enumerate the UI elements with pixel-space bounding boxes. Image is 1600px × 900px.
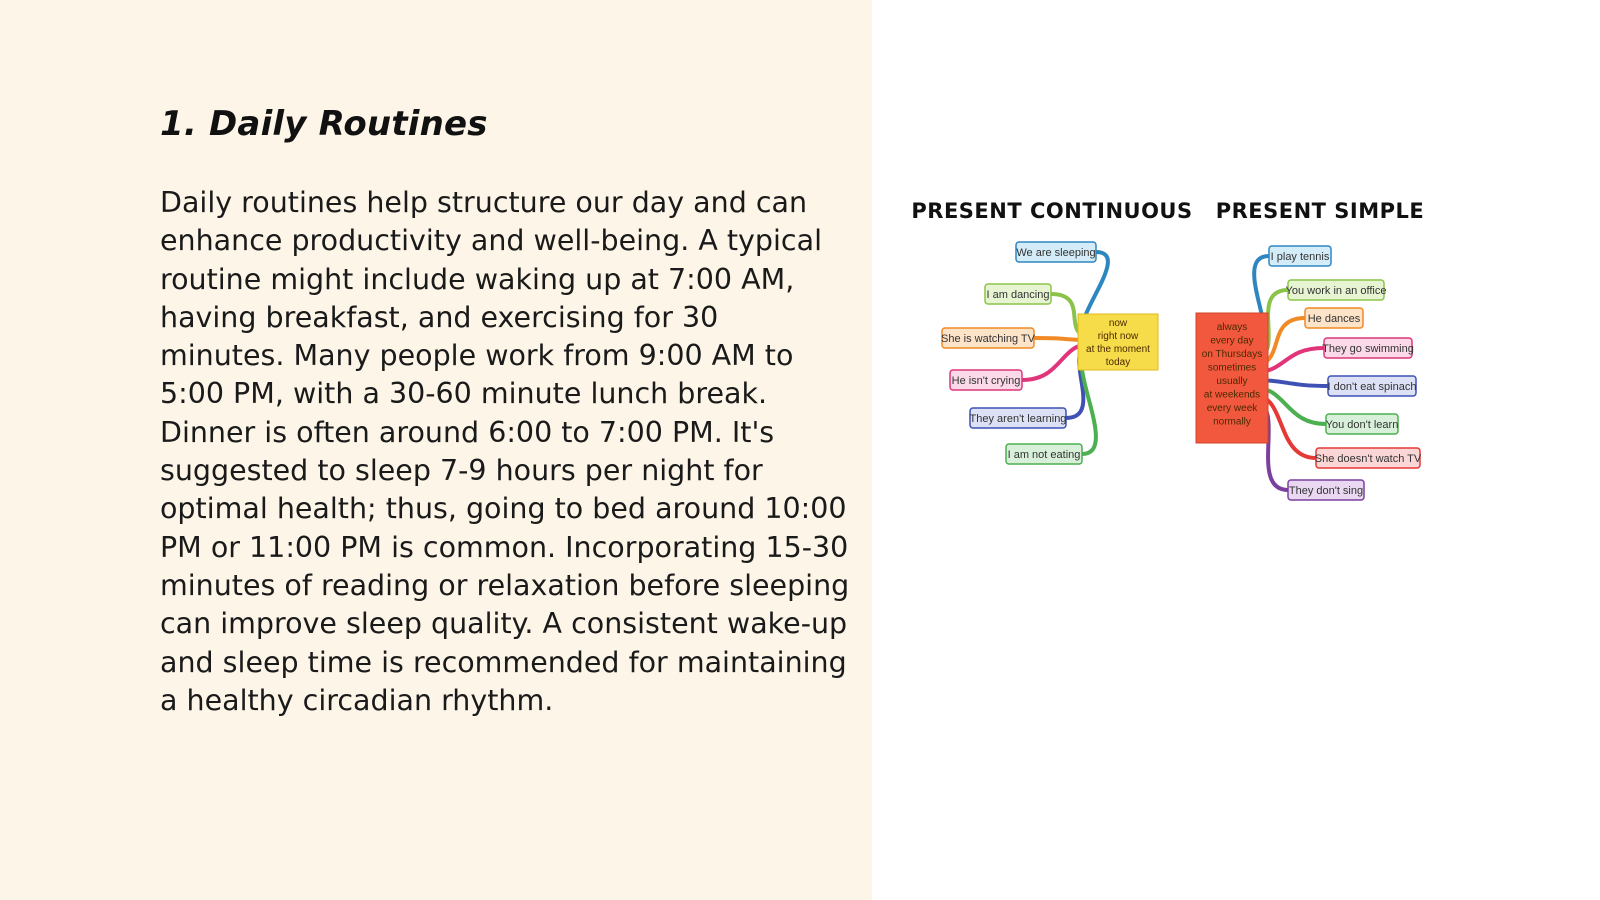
simple-hub-label: sometimes [1207, 362, 1257, 374]
simple-leaf [1305, 308, 1363, 328]
continuous-leaf [941, 328, 1036, 348]
simple-leaf-label: He dances [1307, 313, 1361, 325]
simple-leaf-label: They go swimming [1322, 343, 1414, 355]
continuous-leaf [970, 408, 1067, 428]
tense-mind-map-image [911, 190, 1460, 530]
simple-leaf [1326, 414, 1399, 434]
simple-leaf-label: She doesn't watch TV [1314, 453, 1422, 465]
simple-hub-label: at weekends [1203, 389, 1261, 401]
simple-title: PRESENT SIMPLE [1215, 199, 1425, 223]
slide-title: 1. Daily Routines [160, 104, 488, 144]
continuous-leaf [1016, 242, 1096, 262]
continuous-leaf-label: He isn't crying [951, 375, 1021, 387]
continuous-leaf-label: We are sleeping [1016, 247, 1096, 259]
simple-map [1196, 246, 1422, 500]
continuous-leaf [950, 370, 1022, 390]
continuous-hub-label: right now [1097, 331, 1139, 342]
simple-leaf [1315, 448, 1422, 468]
continuous-hub-label: at the moment [1086, 344, 1150, 355]
continuous-leaf-label: They aren't learning [969, 413, 1067, 425]
continuous-hub-label: today [1105, 357, 1131, 368]
simple-leaf-label: You work in an office [1285, 285, 1387, 297]
continuous-leaf [1006, 444, 1082, 464]
simple-hub-label: every day [1210, 335, 1254, 347]
simple-leaf [1322, 338, 1414, 358]
continuous-leaf-label: I am dancing [986, 289, 1050, 301]
continuous-leaf [985, 284, 1051, 304]
simple-leaf [1269, 246, 1331, 266]
continuous-hub-label: now [1108, 318, 1128, 329]
simple-hub-label: usually [1216, 376, 1248, 387]
simple-leaf-label: They don't sing [1288, 485, 1364, 497]
continuous-leaf-label: She is watching TV [941, 333, 1035, 345]
simple-hub-label: always [1216, 322, 1248, 333]
simple-leaf [1286, 280, 1387, 300]
continuous-map [941, 242, 1158, 464]
mind-map-svg [911, 190, 1460, 530]
simple-hub-label: on Thursdays [1201, 349, 1263, 360]
continuous-title: PRESENT CONTINUOUS [911, 199, 1193, 223]
simple-leaf-label: You don't learn [1325, 419, 1399, 431]
slide-body-text: Daily routines help structure our day and can enhance productivity and well-being. A typical routine might include waking up at 7:00 AM, having breakfast, and exercising for 30 minutes. Many people work from 9:00 AM to 5:00 PM, with a 30-60 minute lunch break. Dinner is often around 6:00 to 7:00 PM. It's suggested to sleep 7-9 hours per night for optimal health; thus, going to bed around 10:00 PM or 11:00 PM is common. Incorporating 15-30 minutes of reading or relaxation before sleeping can improve sleep quality. A consistent wake-up and sleep time is recommended for maintaining a healthy circadian rhythm. [160, 186, 850, 717]
simple-hub-label: every week [1206, 403, 1258, 414]
continuous-leaf-label: I am not eating [1007, 449, 1081, 461]
simple-hub-label: normally [1213, 416, 1251, 428]
simple-leaf [1288, 480, 1364, 500]
simple-leaf [1328, 376, 1417, 396]
simple-leaf-label: I play tennis [1270, 251, 1330, 263]
simple-leaf-label: I don't eat spinach [1327, 381, 1417, 393]
